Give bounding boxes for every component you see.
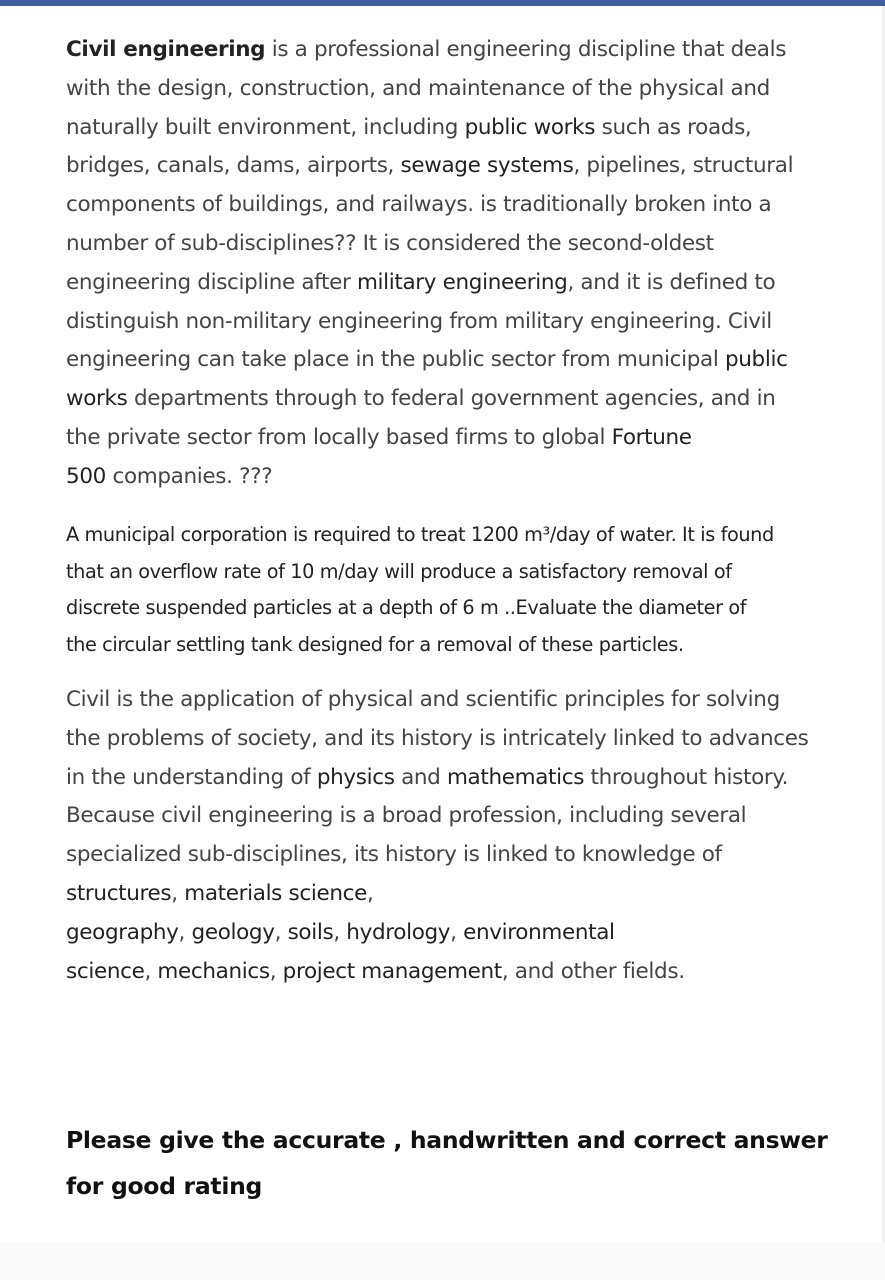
request-heading: Please give the accurate , handwritten and correct answer for good rating — [66, 1126, 828, 1200]
term-civil-engineering: Civil engineering — [66, 37, 266, 62]
link-project-management[interactable]: project management — [282, 958, 502, 984]
link-public[interactable]: public — [724, 347, 788, 373]
link-geography[interactable]: geography — [66, 919, 179, 945]
link-works[interactable]: works — [66, 386, 128, 412]
link-environmental[interactable]: environmental — [463, 919, 615, 945]
link-mathematics[interactable]: mathematics — [446, 764, 585, 790]
bottom-shade — [0, 1242, 885, 1280]
link-fortune[interactable]: Fortune — [611, 424, 692, 450]
link-public-works[interactable]: public works — [464, 114, 596, 140]
intro-paragraph: Civil engineering is a professional engineering discipline that deals with the design, construction, and maintenance of the physical and naturally built environment, including public works such as roads, bridges, canals, dams, airports, sewage systems, pipelines, structural components of buildings, and railways. is traditionally broken into a number of sub-disciplines?? It is considered the second-oldest engineering discipline after military engineering, and it is defined to distinguish non-military engineering from military engineering. Civil engineering can take place in the public sector from municipal public works departments through to federal government agencies, and in the private sector from locally based firms to global Fortune 500 companies. ??? — [66, 37, 794, 489]
link-science[interactable]: science — [66, 958, 145, 984]
top-accent-bar — [0, 0, 885, 6]
link-sewage-systems[interactable]: sewage systems — [400, 153, 574, 179]
link-geology[interactable]: geology — [191, 919, 275, 945]
link-military-engineering[interactable]: military engineering — [356, 269, 568, 295]
link-hydrology[interactable]: hydrology — [346, 919, 451, 945]
link-soils[interactable]: soils — [287, 919, 334, 945]
link-structures[interactable]: structures — [66, 880, 172, 906]
link-materials-science[interactable]: materials science — [184, 880, 367, 906]
link-mechanics[interactable]: mechanics — [157, 958, 270, 984]
link-500[interactable]: 500 — [66, 463, 106, 489]
question-paragraph: A municipal corporation is required to treat 1200 m³/day of water. It is found that an overflow rate of 10 m/day will produce a satisfactory removal of discrete suspended particles at a depth of 6 m ..Evaluate the diameter of the circular settling tank designed for a removal of these particles. — [66, 523, 774, 656]
link-physics[interactable]: physics — [316, 764, 395, 790]
history-paragraph: Civil is the application of physical and scientific principles for solving the problems of society, and its history is intricately linked to advances in the understanding of physics and mathematics throughout history. Because civil engineering is a broad profession, including several specialized sub-disciplines, its history is linked to knowledge of structures, materials science, geography, geology, soils, hydrology, environmental science, mechanics, project management, and other fields. — [66, 687, 809, 984]
